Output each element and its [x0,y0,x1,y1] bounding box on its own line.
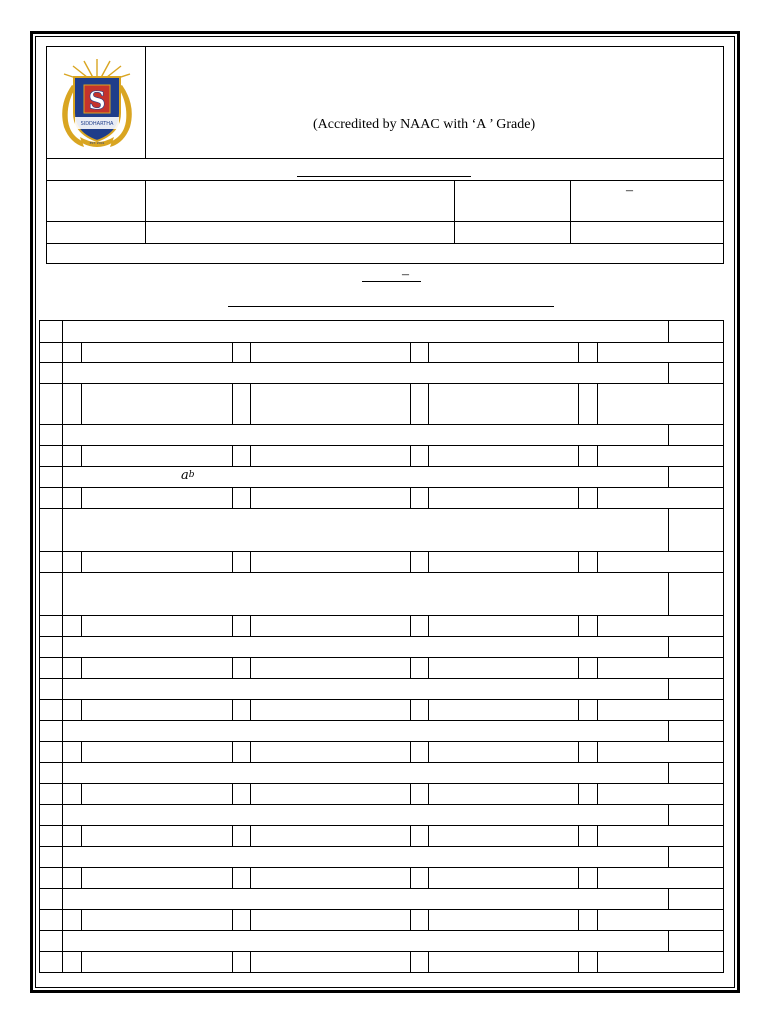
table-row-line [39,804,724,805]
table-row-line [39,508,724,509]
option-cell-divider [232,657,233,678]
option-cell-divider [250,783,251,804]
option-cell-divider [410,741,411,762]
option-cell-divider [428,657,429,678]
table-row-line [39,636,724,637]
option-cell-divider [81,615,82,636]
option-cell-divider [81,741,82,762]
option-cell-divider [410,783,411,804]
option-cell-divider [578,383,579,424]
option-cell-divider [428,825,429,846]
svg-text:SIDDHARTHA: SIDDHARTHA [80,121,114,127]
option-cell-divider [232,909,233,930]
option-cell-divider [410,342,411,362]
option-cell-divider [597,383,598,424]
option-cell-divider [578,699,579,720]
table-row-line [39,846,724,847]
option-cell-divider [232,342,233,362]
table-row-line [39,825,724,826]
option-cell-divider [250,741,251,762]
option-cell-divider [428,383,429,424]
table-row-line [39,741,724,742]
option-cell-divider [428,951,429,972]
option-cell-divider [428,487,429,508]
table-row-line [39,572,724,573]
option-cell-divider [597,909,598,930]
option-cell-divider [578,551,579,572]
table-row-line [39,678,724,679]
table-row-line [39,720,724,721]
option-cell-divider [81,699,82,720]
option-cell-divider [578,615,579,636]
option-cell-divider [428,867,429,888]
table-row-line [39,320,724,321]
option-cell-divider [597,445,598,466]
table-row-line [39,930,724,931]
option-cell-divider [81,867,82,888]
option-cell-divider [597,342,598,362]
option-cell-divider [232,825,233,846]
option-cell-divider [428,699,429,720]
option-cell-divider [232,951,233,972]
table-row-line [39,951,724,952]
option-cell-divider [597,699,598,720]
option-cell-divider [250,867,251,888]
option-cell-divider [81,909,82,930]
option-cell-divider [578,909,579,930]
option-cell-divider [81,383,82,424]
option-cell-divider [250,951,251,972]
option-cell-divider [232,783,233,804]
table-row-line [39,783,724,784]
option-cell-divider [597,867,598,888]
option-cell-divider [578,657,579,678]
option-cell-divider [250,342,251,362]
option-cell-divider [597,741,598,762]
option-cell-divider [428,909,429,930]
option-cell-divider [597,551,598,572]
table-row-line [39,551,724,552]
option-cell-divider [81,487,82,508]
option-cell-divider [410,615,411,636]
option-cell-divider [410,699,411,720]
svg-text:EST. 2001: EST. 2001 [89,141,105,145]
option-cell-divider [410,487,411,508]
table-row-line [39,972,724,973]
option-cell-divider [81,445,82,466]
option-cell-divider [428,342,429,362]
table-row-line [39,445,724,446]
option-cell-divider [597,487,598,508]
table-row-line [39,699,724,700]
table-row-line [39,867,724,868]
option-cell-divider [250,487,251,508]
option-cell-divider [410,825,411,846]
table-row-line [39,762,724,763]
exam-title-dash: – [402,267,409,282]
option-cell-divider [578,741,579,762]
table-row-line [39,342,724,343]
option-cell-divider [428,615,429,636]
table-row-line [39,487,724,488]
option-cell-divider [410,445,411,466]
option-cell-divider [232,867,233,888]
option-cell-divider [250,445,251,466]
option-cell-divider [81,342,82,362]
table-row-line [39,362,724,363]
option-cell-divider [250,551,251,572]
option-cell-divider [578,867,579,888]
option-cell-divider [81,951,82,972]
option-cell-divider [232,487,233,508]
college-logo [50,55,144,153]
blank-underline [297,176,471,177]
option-cell-divider [410,951,411,972]
table-row-line [39,888,724,889]
option-cell-divider [250,909,251,930]
option-cell-divider [578,951,579,972]
accreditation-text: (Accredited by NAAC with ‘A ’ Grade) [313,117,536,132]
variable-expression [181,468,195,483]
option-cell-divider [410,551,411,572]
table-row-line [39,383,724,384]
option-cell-divider [232,615,233,636]
option-cell-divider [578,445,579,466]
subject-underline [228,306,554,307]
variable-exponent: b [188,470,195,480]
option-cell-divider [597,615,598,636]
table-row-line [39,615,724,616]
table-row-line [39,657,724,658]
option-cell-divider [232,741,233,762]
option-cell-divider [232,699,233,720]
option-cell-divider [597,657,598,678]
table-row-line [39,424,724,425]
option-cell-divider [578,487,579,508]
option-cell-divider [232,445,233,466]
option-cell-divider [232,551,233,572]
option-cell-divider [578,825,579,846]
option-cell-divider [250,657,251,678]
option-cell-divider [410,867,411,888]
option-cell-divider [428,783,429,804]
option-cell-divider [428,445,429,466]
option-cell-divider [250,383,251,424]
id-dash: – [626,183,633,198]
option-cell-divider [410,657,411,678]
variable-base: a [181,468,189,483]
option-cell-divider [410,909,411,930]
option-cell-divider [597,951,598,972]
option-cell-divider [232,383,233,424]
option-cell-divider [578,783,579,804]
option-cell-divider [81,657,82,678]
exam-title-underline [362,281,421,282]
option-cell-divider [597,783,598,804]
option-cell-divider [250,699,251,720]
option-cell-divider [578,342,579,362]
option-cell-divider [410,383,411,424]
option-cell-divider [597,825,598,846]
table-row-line [39,466,724,467]
option-cell-divider [428,551,429,572]
option-cell-divider [81,783,82,804]
option-cell-divider [81,825,82,846]
svg-text:S: S [88,86,106,115]
table-row-line [39,909,724,910]
option-cell-divider [81,551,82,572]
option-cell-divider [250,825,251,846]
option-cell-divider [250,615,251,636]
option-cell-divider [428,741,429,762]
